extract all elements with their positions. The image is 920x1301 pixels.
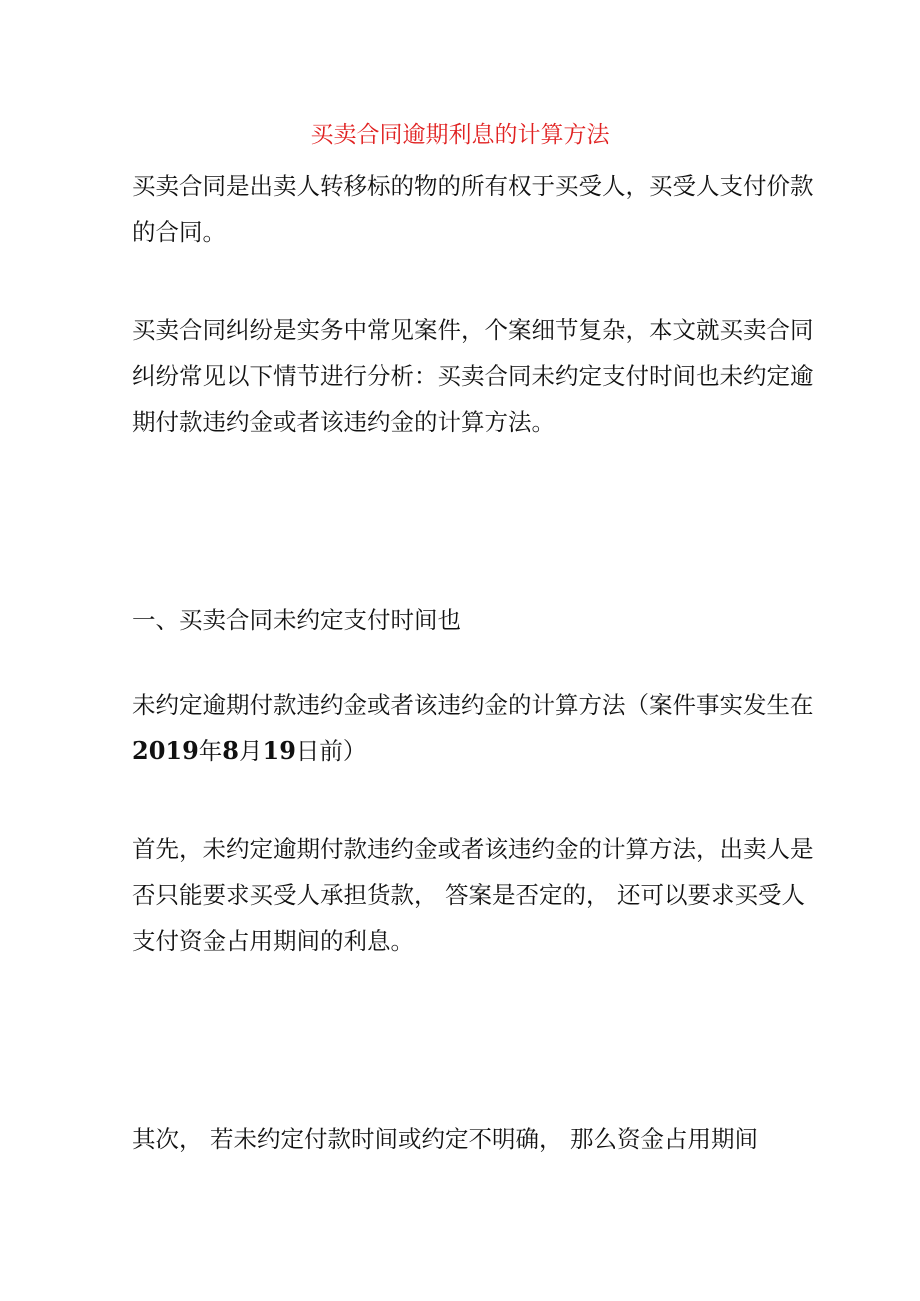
section-subheading <box>132 682 814 774</box>
year-unit: 年 <box>198 737 223 765</box>
month-unit: 月 <box>239 737 263 765</box>
text-line: 未约定逾期付款违约金或者该违约金的计算方法（案件事实发生在 <box>132 691 814 719</box>
month-number: 8 <box>222 736 239 765</box>
paragraph-first-point <box>132 826 814 964</box>
paragraph-definition <box>132 163 814 255</box>
text-line: 买卖合同纠纷是实务中常见案件，个案细节复杂，本文就买卖合同 <box>132 316 814 344</box>
section-heading-1 <box>132 597 802 643</box>
text-line: 否只能要求买受人承担货款， 答案是否定的， 还可以要求买受人 <box>132 881 805 909</box>
year-number: 2019 <box>132 736 199 765</box>
document-title: 买卖合同逾期利息的计算方法 <box>310 122 610 148</box>
text-line: 一、买卖合同未约定支付时间也 <box>132 606 461 634</box>
paragraph-second-point <box>132 1116 802 1162</box>
day-tail: 日前） <box>295 737 367 765</box>
text-line: 支付资金占用期间的利息。 <box>132 927 414 955</box>
text-line: 的合同。 <box>132 218 226 246</box>
date-line <box>132 728 802 774</box>
day-number: 19 <box>262 736 296 765</box>
text-line: 买卖合同是出卖人转移标的物的所有权于买受人，买受人支付价款 <box>132 172 814 200</box>
text-line: 首先，未约定逾期付款违约金或者该违约金的计算方法，出卖人是 <box>132 835 814 863</box>
paragraph-introduction <box>132 307 814 445</box>
text-line: 期付款违约金或者该违约金的计算方法。 <box>132 408 555 436</box>
text-line: 纠纷常见以下情节进行分析：买卖合同未约定支付时间也未约定逾 <box>132 362 814 390</box>
text-line: 其次， 若未约定付款时间或约定不明确， 那么资金占用期间 <box>132 1125 758 1153</box>
